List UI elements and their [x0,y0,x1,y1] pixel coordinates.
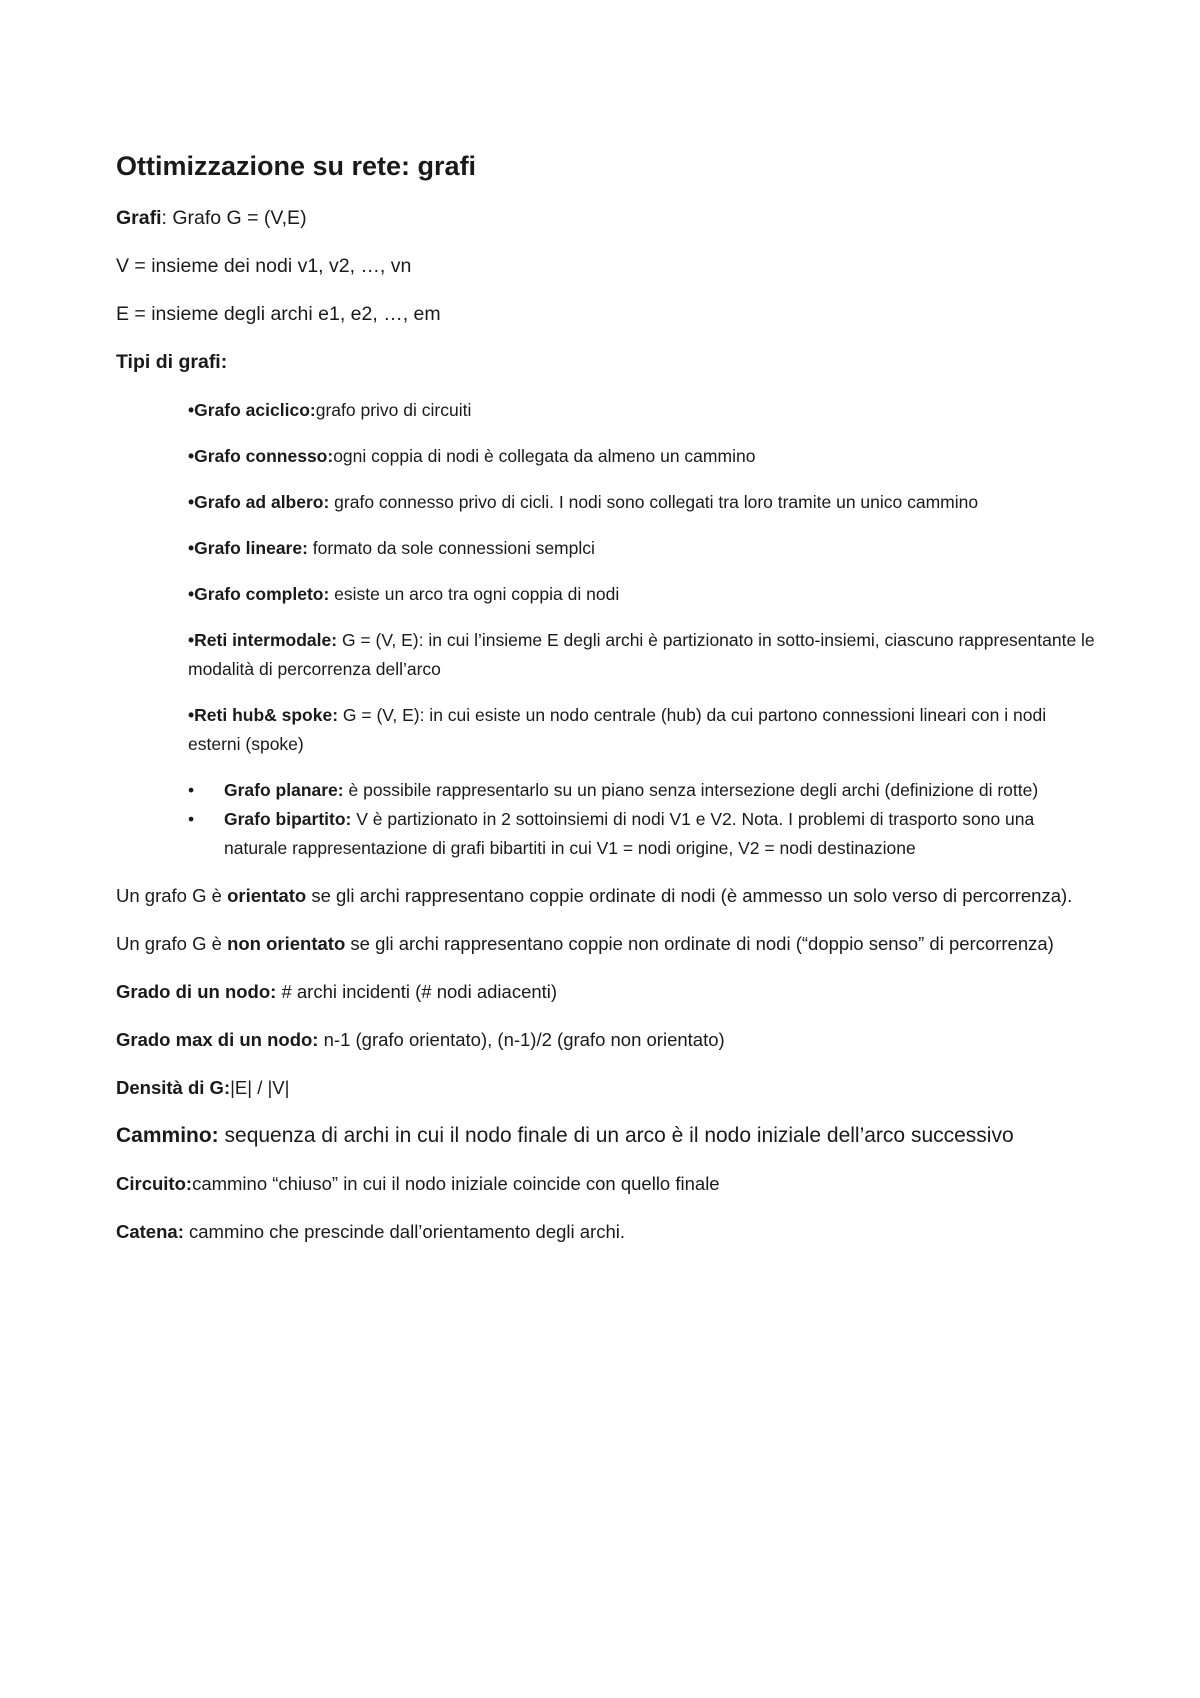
grado-max-paragraph: Grado max di un nodo: n-1 (grafo orientato), (n-1)/2 (grafo non orientato) [116,1029,725,1051]
catena-paragraph: Catena: cammino che prescinde dall’orientamento degli archi. [116,1221,626,1243]
list-item [188,396,1096,425]
item-label: Grafo aciclico: [194,400,316,421]
circuito-paragraph: Circuito:cammino “chiuso” in cui il nodo iniziale coincide con quello finale [116,1173,720,1195]
list-item [188,488,1096,517]
item-label: Grafo bipartito: [224,809,352,830]
list-item [116,776,1096,805]
bullet: • [188,446,195,467]
orientato-paragraph: Un grafo G è orientato se gli archi rappresentano coppie ordinate di nodi (è ammesso un solo verso di percorrenza). [116,885,1073,907]
page-title: Ottimizzazione su rete: grafi [116,151,477,181]
item-label: Grafo ad albero: [194,492,330,513]
item-text: formato da sole connessioni semplci [307,538,595,559]
grado-paragraph: Grado di un nodo: # archi incidenti (# nodi adiacenti) [116,981,558,1003]
item-text: è possibile rappresentarlo su un piano senza intersezione degli archi (definizione di rotte) [343,780,1039,801]
item-label: Reti hub& spoke: [194,705,339,726]
list-item [188,580,1096,609]
item-label: Grafo connesso: [194,446,334,467]
bullet: • [188,780,195,801]
item-text: grafo connesso privo di cicli. I nodi sono collegati tra loro tramite un unico cammino [329,492,979,513]
list-item [188,534,1096,563]
bullet: • [188,705,195,726]
v-definition: V = insieme dei nodi v1, v2, …, vn [116,255,412,278]
grafi-definition [116,204,1096,233]
densita-paragraph: Densità di G:|E| / |V| [116,1077,290,1099]
list-item [188,701,1096,759]
list-item [188,442,1096,471]
bullet: • [188,400,195,421]
tipi-extra-list [116,776,1096,863]
list-item [116,805,1096,863]
cammino-paragraph: Cammino: sequenza di archi in cui il nodo finale di un arco è il nodo iniziale dell’arco successivo [116,1124,1014,1148]
item-text: V è partizionato in 2 sottoinsiemi di nodi V1 e V2. Nota. I problemi di trasporto sono una naturale rappresentazione di grafi bibartiti in cui V1 = nodi origine, V2 = nodi destinazione [224,809,1035,859]
bullet: • [188,809,195,830]
bullet: • [188,492,195,513]
bullet: • [188,538,195,559]
list-item [188,626,1096,684]
grafi-text: : Grafo G = (V,E) [161,207,307,230]
item-text: grafo privo di circuiti [315,400,472,421]
item-label: Grafo planare: [224,780,344,801]
non-orientato-paragraph: Un grafo G è non orientato se gli archi rappresentano coppie non ordinate di nodi (“doppio senso” di percorrenza) [116,933,1054,955]
item-label: Grafo completo: [194,584,330,605]
item-text: G = (V, E): in cui esiste un nodo centrale (hub) da cui partono connessioni lineari con i nodi esterni (spoke) [188,705,1047,755]
tipi-heading: Tipi di grafi: [116,351,228,374]
document-content [116,150,1096,1265]
grafi-label: Grafi [116,207,162,230]
tipi-list [188,396,1096,759]
item-label: Grafo lineare: [194,538,308,559]
e-definition: E = insieme degli archi e1, e2, …, em [116,303,441,326]
bullet: • [188,584,195,605]
item-text: G = (V, E): in cui l’insieme E degli archi è partizionato in sotto-insiemi, ciascuno rappresentante le modalità di percorrenza dell’arco [188,630,1095,680]
item-label: Reti intermodale: [194,630,338,651]
item-text: ogni coppia di nodi è collegata da almeno un cammino [333,446,756,467]
item-text: esiste un arco tra ogni coppia di nodi [329,584,620,605]
bullet: • [188,630,195,651]
